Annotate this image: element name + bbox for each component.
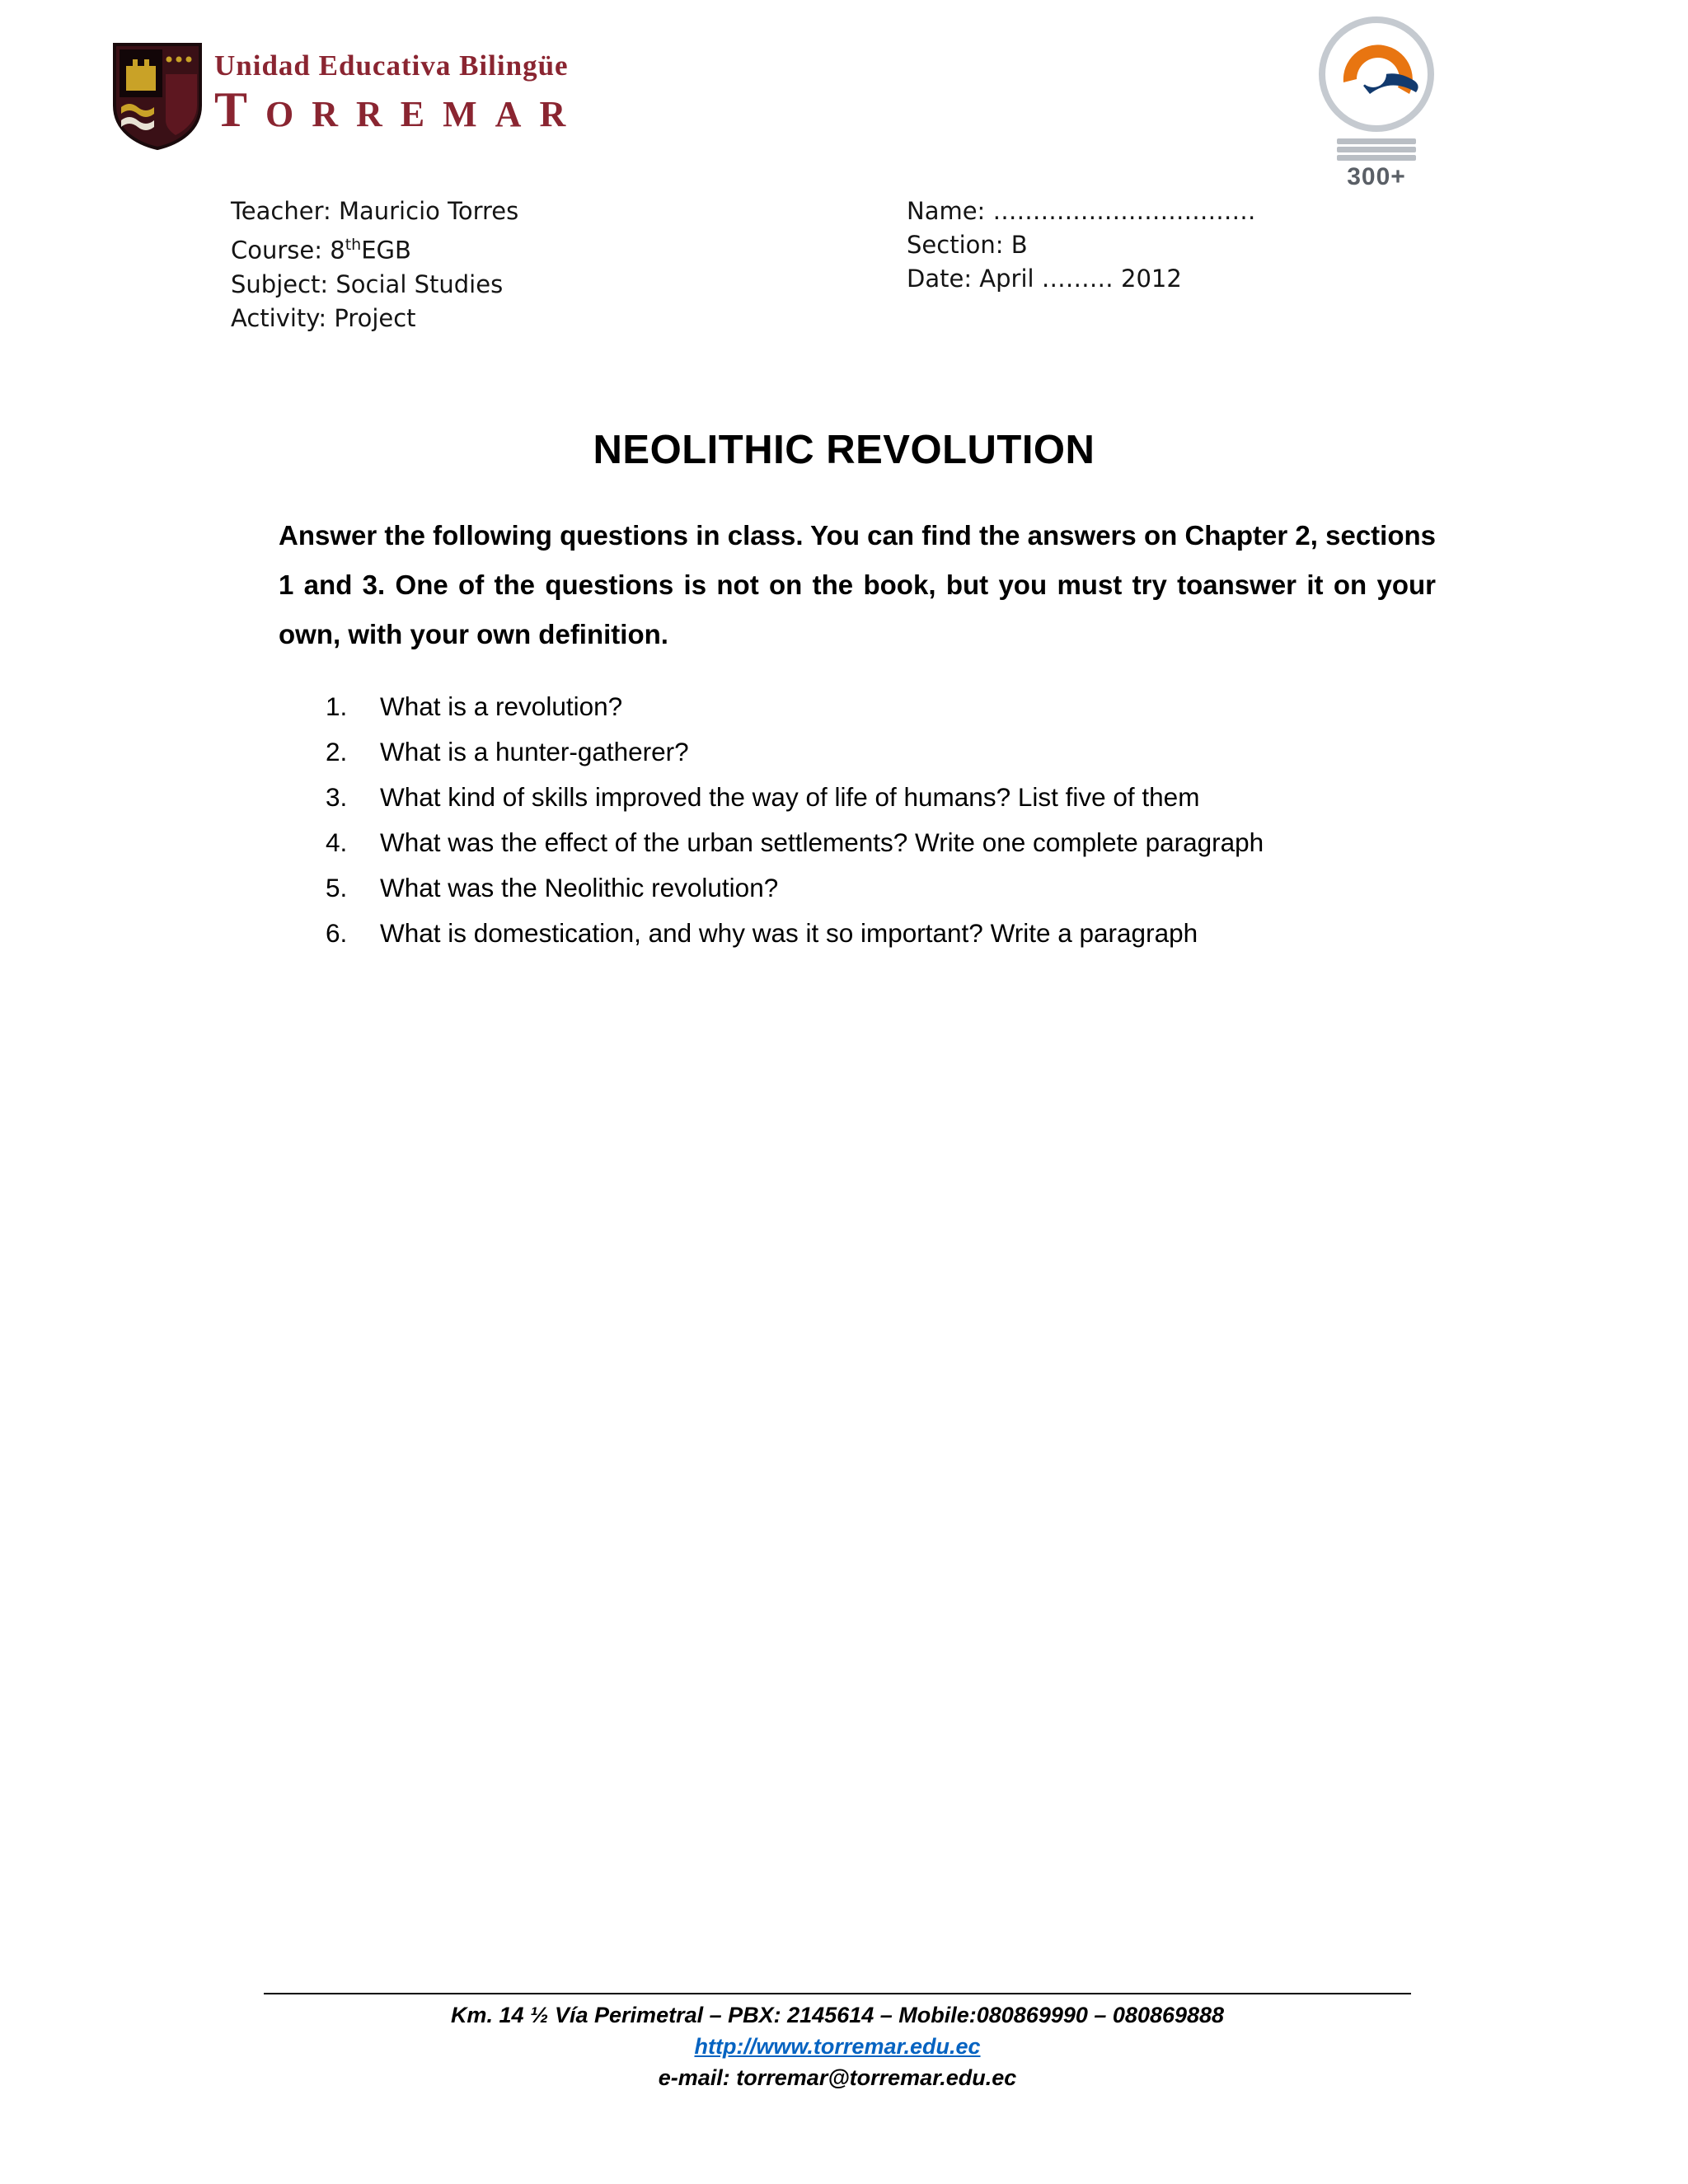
footer-email-line: e-mail: torremar@torremar.edu.ec <box>658 2065 1017 2090</box>
footer-website-link[interactable]: http://www.torremar.edu.ec <box>694 2034 981 2059</box>
footer-divider <box>264 1993 1411 1994</box>
quality-badge-logo <box>1312 16 1441 191</box>
school-name-text: Unidad Educativa Bilingüe <box>214 49 569 82</box>
question-item: What kind of skills improved the way of life of humans? List five of them <box>380 782 1200 812</box>
question-item: What is a hunter-gatherer? <box>380 737 689 766</box>
date-line: Date: April ……… 2012 <box>907 265 1182 293</box>
course-suffix: EGB <box>361 236 411 265</box>
crest-icon <box>111 41 204 150</box>
course-line <box>231 228 518 268</box>
header-info-right <box>907 194 1256 296</box>
question-item: What is a revolution? <box>380 691 623 721</box>
school-brand-text: TORREMAR <box>214 82 584 137</box>
question-item: What is domestication, and why was it so important? Write a paragraph <box>380 918 1198 948</box>
course-superscript: th <box>345 236 362 254</box>
activity-line: Activity: Project <box>231 303 416 332</box>
header-info-left <box>231 194 518 335</box>
subject-line: Subject: Social Studies <box>231 269 504 298</box>
teacher-line: Teacher: Mauricio Torres <box>231 197 519 225</box>
instructions-paragraph: Answer the following questions in class. You can find the answers on Chapter 2, sections 1 and 3. One of the questions is not on the book, but you must try toanswer it on your own, with your own definition. <box>279 520 1436 649</box>
section-line: Section: B <box>907 231 1028 259</box>
course-prefix: Course: 8 <box>231 236 345 265</box>
footer-address-line: Km. 14 ½ Vía Perimetral – PBX: 2145614 – Mobile:080869990 – 080869888 <box>450 2003 1225 2027</box>
school-wordmark <box>214 49 584 138</box>
badge-caption-lines <box>1337 138 1416 161</box>
school-crest-logo <box>111 41 204 150</box>
questions-list <box>326 684 1479 956</box>
badge-300-label: 300+ <box>1347 163 1406 190</box>
question-item: What was the effect of the urban settlements? Write one complete paragraph <box>380 827 1264 857</box>
quality-badge-icon <box>1319 16 1434 132</box>
name-line: Name: …………………………… <box>907 197 1256 225</box>
page-title: NEOLITHIC REVOLUTION <box>593 428 1095 472</box>
footer <box>264 1993 1411 2093</box>
question-item: What was the Neolithic revolution? <box>380 873 779 902</box>
